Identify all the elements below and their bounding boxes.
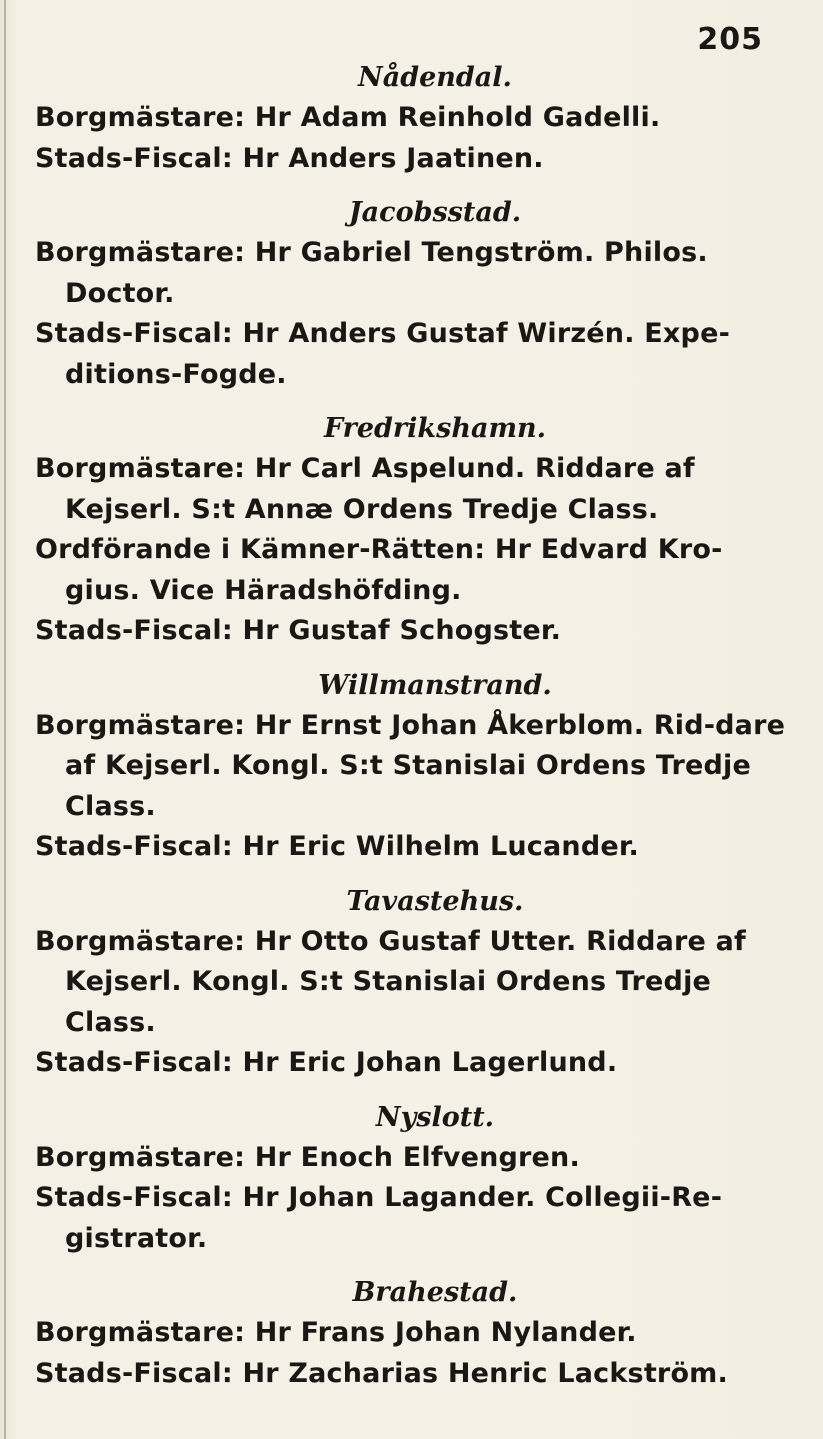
entry-text: Hr Gustaf Schogster. bbox=[242, 615, 562, 646]
section-heading: Nådendal. bbox=[358, 62, 512, 93]
entry-text: Hr Adam Reinhold Gadelli. bbox=[254, 102, 661, 133]
entry-role: Ordförande i Kämner-Rätten: bbox=[35, 534, 486, 565]
entry bbox=[35, 1354, 795, 1395]
entry-role: Borgmästare: bbox=[35, 709, 246, 741]
entry-text: Hr Eric Johan Lagerlund. bbox=[242, 1047, 618, 1078]
section-brahestad bbox=[35, 1273, 795, 1394]
entry bbox=[35, 611, 795, 652]
section-heading: Nyslott. bbox=[375, 1101, 495, 1133]
entry-role: Borgmästare: bbox=[35, 925, 246, 957]
entry-role: Stads-Fiscal: bbox=[35, 318, 233, 349]
entry-text: Hr Carl Aspelund. Riddare af Kejserl. S:t Annæ Ordens Tredje Class. bbox=[65, 453, 695, 525]
entry-text: Hr Anders Jaatinen. bbox=[242, 142, 544, 174]
entry bbox=[35, 1043, 795, 1084]
entry-role: Stads-Fiscal: bbox=[35, 142, 233, 174]
section-heading: Brahestad. bbox=[352, 1277, 518, 1308]
entry bbox=[35, 1138, 795, 1179]
entry-text: Hr Enoch Elfvengren. bbox=[254, 1141, 580, 1173]
entry-role: Borgmästare: bbox=[35, 453, 246, 484]
gutter-line bbox=[4, 0, 6, 1439]
entry-text: Hr Gabriel Tengström. Philos. Doctor. bbox=[65, 237, 708, 309]
entry bbox=[35, 233, 795, 314]
section-nadendal bbox=[35, 58, 795, 179]
entry-role: Stads-Fiscal: bbox=[35, 831, 233, 862]
entry bbox=[35, 922, 795, 1044]
entry-role: Borgmästare: bbox=[35, 237, 246, 268]
entry bbox=[35, 98, 795, 139]
entry-text: Hr Anders Gustaf Wirzén. Expe-ditions-Fogde. bbox=[65, 318, 730, 390]
section-nyslott bbox=[35, 1098, 795, 1260]
page-content bbox=[35, 58, 795, 1408]
section-heading: Tavastehus. bbox=[346, 885, 524, 917]
entry-role: Stads-Fiscal: bbox=[35, 1357, 233, 1389]
entry-text: Hr Edvard Kro-gius. Vice Häradshöfding. bbox=[65, 534, 723, 606]
entry-role: Borgmästare: bbox=[35, 102, 246, 133]
section-heading: Willmanstrand. bbox=[318, 669, 552, 701]
entry-text: Hr Frans Johan Nylander. bbox=[254, 1317, 637, 1348]
entry bbox=[35, 1313, 795, 1354]
entry bbox=[35, 1178, 795, 1259]
section-willmanstrand bbox=[35, 666, 795, 868]
section-jacobsstad bbox=[35, 193, 795, 395]
page-number: 205 bbox=[697, 22, 763, 57]
section-fredrikshamn bbox=[35, 409, 795, 652]
entry bbox=[35, 449, 795, 530]
entry-text: Hr Eric Wilhelm Lucander. bbox=[242, 831, 640, 862]
entry-text: Hr Johan Lagander. Collegii-Re-gistrator. bbox=[65, 1182, 723, 1254]
entry-role: Borgmästare: bbox=[35, 1141, 246, 1173]
entry-role: Stads-Fiscal: bbox=[35, 615, 233, 646]
entry bbox=[35, 706, 795, 828]
entry-text: Hr Otto Gustaf Utter. Riddare af Kejserl. Kongl. S:t Stanislai Ordens Tredje Class. bbox=[65, 925, 747, 1038]
entry-role: Stads-Fiscal: bbox=[35, 1182, 233, 1213]
entry bbox=[35, 139, 795, 180]
entry-text: Hr Zacharias Henric Lackström. bbox=[242, 1357, 728, 1389]
entry bbox=[35, 827, 795, 868]
entry-text: Hr Ernst Johan Åkerblom. Rid-dare af Kejserl. Kongl. S:t Stanislai Ordens Tredje Class. bbox=[65, 709, 786, 822]
section-heading: Jacobsstad. bbox=[348, 197, 522, 228]
section-tavastehus bbox=[35, 882, 795, 1084]
entry-role: Borgmästare: bbox=[35, 1317, 246, 1348]
entry-role: Stads-Fiscal: bbox=[35, 1047, 233, 1078]
section-heading: Fredrikshamn. bbox=[323, 413, 547, 444]
entry bbox=[35, 314, 795, 395]
entry bbox=[35, 530, 795, 611]
